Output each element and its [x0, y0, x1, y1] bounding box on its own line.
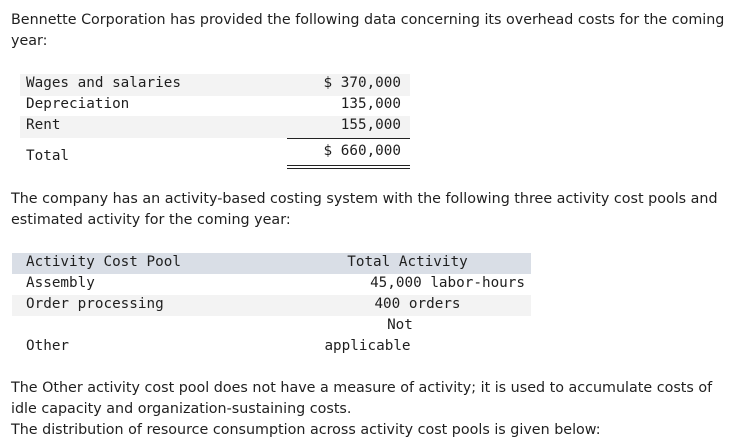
header-activity-cost-pool: Activity Cost Pool — [26, 254, 181, 270]
header-total-activity: Total Activity — [347, 254, 468, 270]
distribution-note: The distribution of resource consumption across activity cost pools is given below: — [11, 422, 601, 438]
pool-order-processing: Order processing — [26, 296, 164, 312]
pool-other: Other — [26, 338, 70, 354]
activity-other-line1: Not — [387, 317, 413, 333]
other-pool-note: The Other activity cost pool does not have a measure of activity; it is used to accumulate costs of idle capacity and organization-sustaining costs. — [11, 380, 713, 417]
activity-other-line2: applicable — [324, 338, 411, 354]
cost-value-total: $ 660,000 — [323, 143, 401, 159]
total-double-rule — [287, 165, 410, 169]
activity-intro-text: The company has an activity-based costing system with the following three activity cost pools and estimated activity for the coming year: — [11, 191, 718, 228]
intro-text: Bennette Corporation has provided the following data concerning its overhead costs for the coming year: — [11, 12, 725, 49]
activity-order-processing: 400 orders — [374, 296, 461, 312]
cost-value-depreciation: 135,000 — [340, 96, 401, 112]
cost-value-wages: $ 370,000 — [323, 75, 401, 91]
cost-value-rent: 155,000 — [340, 117, 401, 133]
cost-label-depreciation: Depreciation — [26, 96, 130, 112]
subtotal-rule — [287, 138, 410, 139]
cost-label-total: Total — [26, 148, 70, 164]
cost-label-rent: Rent — [26, 117, 61, 133]
activity-assembly: 45,000 labor-hours — [370, 275, 525, 291]
cost-label-wages: Wages and salaries — [26, 75, 181, 91]
pool-assembly: Assembly — [26, 275, 95, 291]
